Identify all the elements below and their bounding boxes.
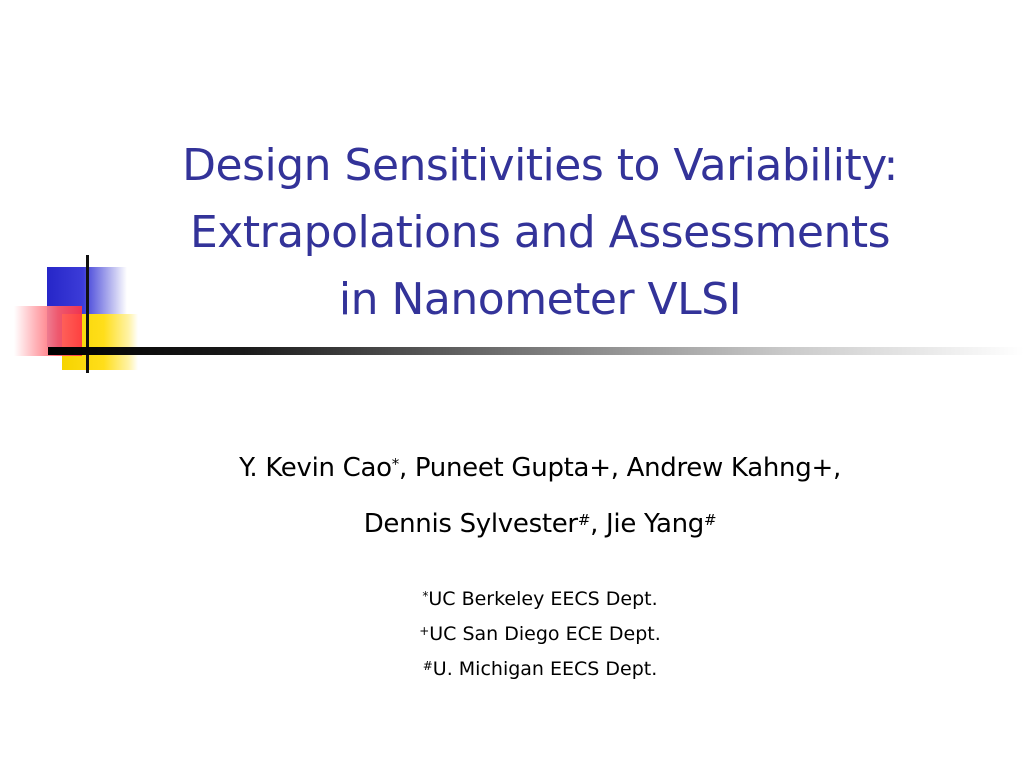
- affiliation-item: [200, 582, 880, 617]
- author-name: Dennis Sylvester: [363, 509, 578, 539]
- author-mark: +: [589, 453, 611, 483]
- affiliation-mark: +: [419, 624, 430, 638]
- author-mark: +: [811, 453, 833, 483]
- author-separator: ,: [398, 453, 415, 483]
- title-line-1: Design Sensitivities to Variability:: [182, 140, 898, 191]
- author-line-2: [100, 496, 980, 552]
- slide-title: [100, 132, 980, 333]
- affiliation-item: [200, 617, 880, 652]
- author-name: Y. Kevin Cao: [239, 453, 392, 483]
- author-name: Puneet Gupta: [414, 453, 590, 483]
- author-list: [100, 440, 980, 552]
- author-mark: *: [391, 455, 399, 473]
- author-name: Jie Yang: [606, 509, 705, 539]
- author-separator: ,: [832, 453, 841, 483]
- affiliation-mark: #: [422, 659, 433, 673]
- title-line-3: in Nanometer VLSI: [338, 274, 742, 325]
- title-underline-bar: [48, 347, 1024, 355]
- affiliation-text: UC Berkeley EECS Dept.: [428, 588, 658, 610]
- affiliation-item: [200, 652, 880, 687]
- author-separator: ,: [590, 509, 607, 539]
- author-separator: ,: [610, 453, 627, 483]
- logo-vertical-line: [86, 255, 89, 373]
- title-line-2: Extrapolations and Assessments: [190, 207, 890, 258]
- affiliation-text: U. Michigan EECS Dept.: [432, 658, 658, 680]
- affiliation-text: UC San Diego ECE Dept.: [429, 623, 661, 645]
- author-line-1: [100, 440, 980, 496]
- affiliation-list: [200, 582, 880, 687]
- affiliation-mark: *: [422, 589, 429, 603]
- author-mark: #: [577, 511, 591, 529]
- author-mark: #: [704, 511, 717, 529]
- author-name: Andrew Kahng: [626, 453, 812, 483]
